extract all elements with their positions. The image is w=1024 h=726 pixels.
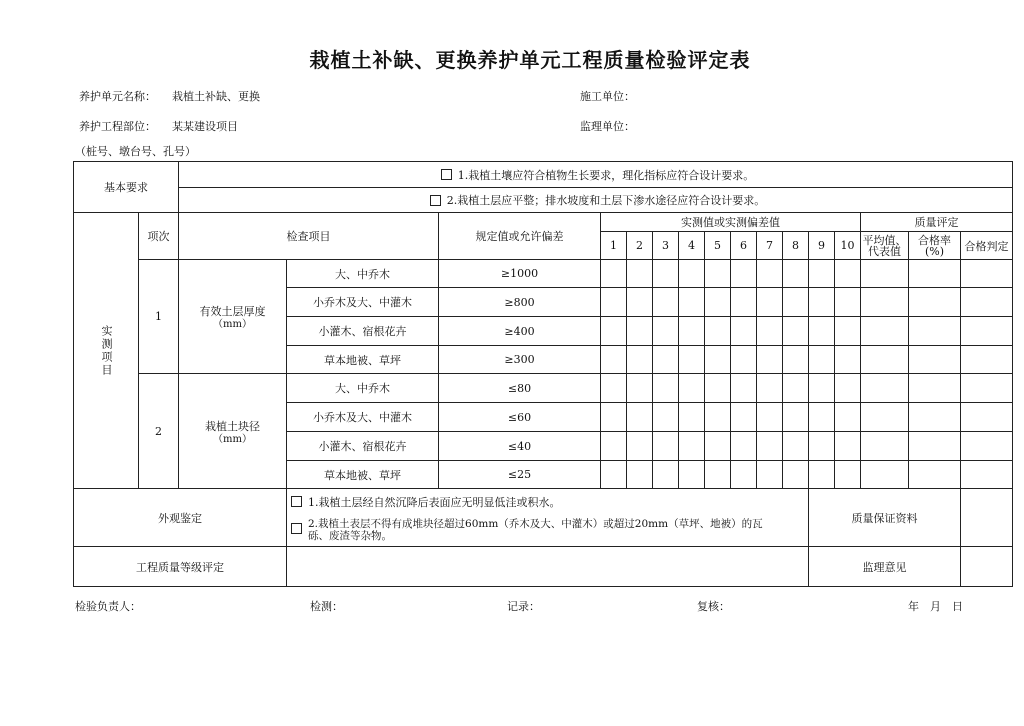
- review-label: 复核：: [697, 600, 730, 613]
- group-no: 1: [139, 260, 179, 374]
- plant-type: 小灌木、宿根花卉: [287, 317, 439, 346]
- tolerance-value: ≥1000: [439, 260, 601, 288]
- plant-type: 小灌木、宿根花卉: [287, 432, 439, 461]
- measure-col-header: 6: [731, 232, 757, 260]
- tolerance-value: ≤80: [439, 374, 601, 403]
- quality-docs-value[interactable]: [961, 489, 1013, 547]
- pile-note: （桩号、墩台号、孔号）: [75, 145, 196, 158]
- inspection-item-header: 检查项目: [179, 213, 439, 260]
- group-no: 2: [139, 374, 179, 489]
- checkbox-icon[interactable]: [430, 195, 441, 206]
- testing-label: 检测：: [310, 600, 343, 613]
- basic-requirements-label: 基本要求: [74, 162, 179, 213]
- supervision-opinion-value[interactable]: [961, 547, 1013, 587]
- plant-type: 草本地被、草坪: [287, 346, 439, 374]
- measure-col-header: 8: [783, 232, 809, 260]
- grade-value[interactable]: [287, 547, 809, 587]
- pass-rate-header: 合格率 (%): [909, 232, 961, 260]
- unit-name-value: 栽植土补缺、更换: [172, 90, 260, 103]
- measure-col-header: 7: [757, 232, 783, 260]
- measure-col-header: 5: [705, 232, 731, 260]
- average-header: 平均值、 代表值: [862, 233, 907, 258]
- tolerance-value: ≥800: [439, 288, 601, 317]
- measured-values-header: 实测值或实测偏差值: [601, 213, 861, 232]
- measure-col-header: 2: [627, 232, 653, 260]
- plant-type: 大、中乔木: [287, 374, 439, 403]
- verdict-header: 合格判定: [961, 232, 1013, 260]
- unit-name-label: 养护单元名称：: [79, 90, 156, 103]
- supervision-unit-label: 监理单位：: [580, 120, 635, 133]
- tolerance-value: ≥300: [439, 346, 601, 374]
- table-row: [74, 260, 1013, 288]
- construction-unit-label: 施工单位：: [580, 90, 635, 103]
- tolerance-header: 规定值或允许偏差: [439, 213, 601, 260]
- measure-col-header: 10: [835, 232, 861, 260]
- measure-col-header: 4: [679, 232, 705, 260]
- inspector-label: 检验负责人：: [75, 600, 141, 613]
- item-no-header: 项次: [139, 213, 179, 260]
- plant-type: 草本地被、草坪: [287, 461, 439, 489]
- table-row: [74, 374, 1013, 403]
- project-part-value: 某某建设项目: [172, 120, 238, 133]
- basic-requirement-2: 2.栽植土层应平整；排水坡度和土层下渗水途径应符合设计要求。: [179, 188, 1013, 213]
- tolerance-value: ≤60: [439, 403, 601, 432]
- plant-type: 小乔木及大、中灌木: [287, 288, 439, 317]
- appearance-items: 1.栽植土层经自然沉降后表面应无明显低洼或积水。 2.栽植土表层不得有成堆块径超过60mm（乔木及大、中灌木）或超过20mm（草坪、地被）的瓦 砾、废渣等杂物。: [287, 489, 809, 547]
- evaluation-table: [73, 161, 1013, 587]
- form-title: 栽植土补缺、更换养护单元工程质量检验评定表: [309, 48, 751, 72]
- measure-col-header: 3: [653, 232, 679, 260]
- record-label: 记录：: [507, 600, 540, 613]
- checkbox-icon[interactable]: [291, 496, 302, 507]
- tolerance-value: ≥400: [439, 317, 601, 346]
- measured-items-label: 实测项目: [74, 213, 139, 489]
- group-name: 栽植土块径 （mm）: [179, 374, 287, 489]
- basic-requirement-1: 1.栽植土壤应符合植物生长要求，理化指标应符合设计要求。: [179, 162, 1013, 188]
- date-label: 年 月 日: [908, 600, 963, 613]
- tolerance-value: ≤40: [439, 432, 601, 461]
- measure-col-header: 1: [601, 232, 627, 260]
- quality-header: 质量评定: [861, 213, 1013, 232]
- checkbox-icon[interactable]: [441, 169, 452, 180]
- grade-label: 工程质量等级评定: [74, 547, 287, 587]
- checkbox-icon[interactable]: [291, 523, 302, 534]
- tolerance-value: ≤25: [439, 461, 601, 489]
- plant-type: 大、中乔木: [287, 260, 439, 288]
- supervision-opinion-label: 监理意见: [809, 547, 961, 587]
- project-part-label: 养护工程部位：: [79, 120, 156, 133]
- quality-docs-label: 质量保证资料: [809, 489, 961, 547]
- group-name: 有效土层厚度 （mm）: [179, 260, 287, 374]
- appearance-label: 外观鉴定: [74, 489, 287, 547]
- plant-type: 小乔木及大、中灌木: [287, 403, 439, 432]
- measure-col-header: 9: [809, 232, 835, 260]
